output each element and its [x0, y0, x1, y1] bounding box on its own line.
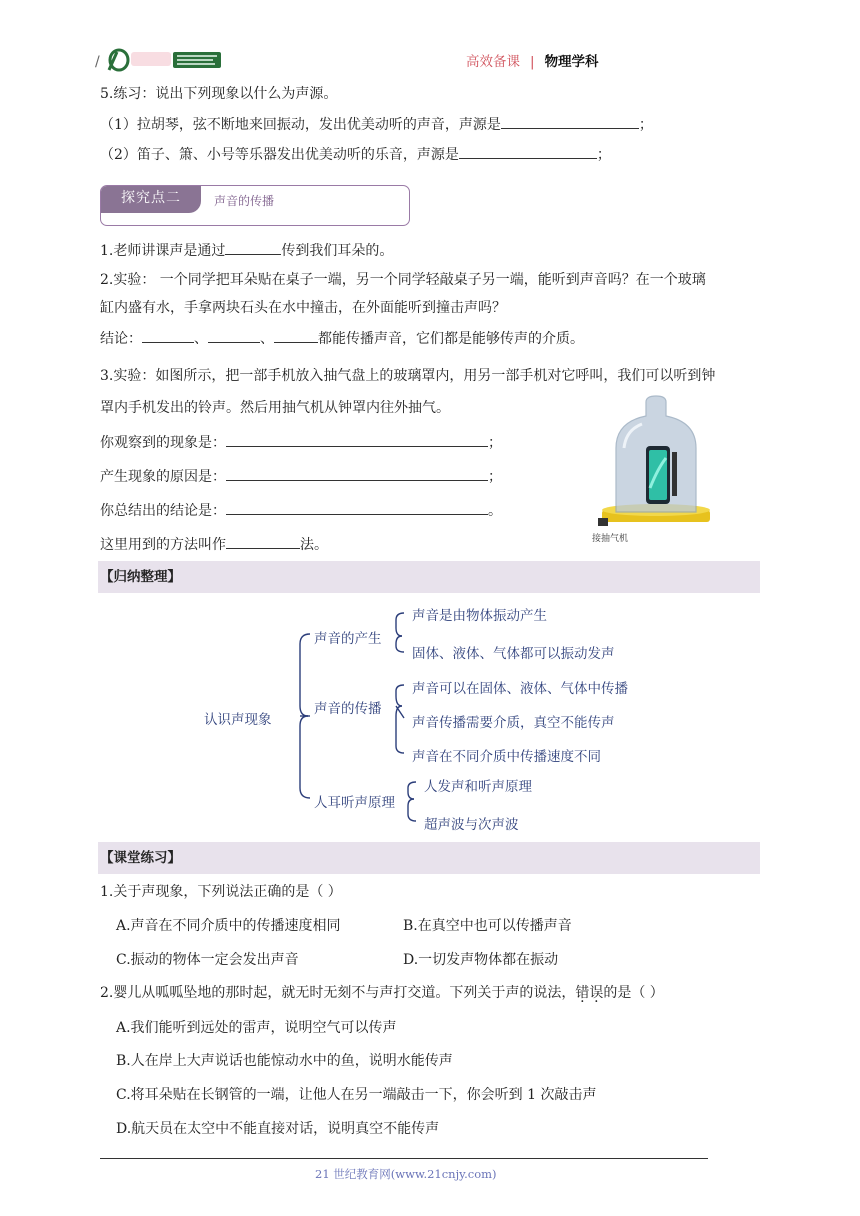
question-2-line2: 缸内盛有水，手拿两块石头在水中撞击，在外面能听到撞击声吗？: [100, 300, 506, 316]
question-2-conclusion: [100, 328, 584, 349]
punctuation: ；: [488, 469, 502, 485]
question-1: [100, 240, 393, 261]
mindmap-leaf: 声音在不同介质中传播速度不同: [412, 749, 601, 765]
mindmap-leaf: 超声波与次声波: [424, 817, 519, 833]
image-caption: 接抽气机: [592, 534, 629, 544]
option-a[interactable]: A.声音在不同介质中的传播速度相同: [116, 918, 341, 934]
svg-text:/: /: [95, 54, 100, 70]
emphasis-char: 错: [575, 985, 590, 1001]
option-d[interactable]: D.一切发声物体都在振动: [403, 952, 559, 968]
separator: 、: [260, 331, 274, 347]
option-b[interactable]: B.人在岸上大声说话也能惊动水中的鱼，说明水能传声: [116, 1053, 453, 1069]
answer-blank[interactable]: [226, 534, 300, 549]
exercise-banner: 【课堂练习】: [98, 842, 760, 874]
option-a[interactable]: A.我们能听到远处的雷声，说明空气可以传声: [116, 1020, 397, 1036]
mindmap-root: 认识声现象: [204, 712, 272, 728]
conclusion-label: 结论：: [100, 331, 142, 347]
bell-jar-image: [590, 388, 720, 546]
section-title: 声音的传播: [214, 194, 275, 208]
mindmap-leaf: 声音可以在固体、液体、气体中传播: [412, 681, 628, 697]
section-heading-box: [100, 185, 410, 226]
mindmap-leaf: 声音传播需要介质，真空不能传声: [412, 715, 615, 731]
practice5-item2-end: ；: [596, 147, 611, 163]
conclusion-text: 都能传播声音，它们都是能够传声的介质。: [318, 331, 584, 347]
reason-label: 产生现象的原因是：: [100, 469, 226, 485]
option-d[interactable]: D.航天员在太空中不能直接对话，说明真空不能传声: [116, 1121, 440, 1137]
practice5-item1-end: ；: [638, 117, 653, 133]
conclude-label: 你总结出的结论是：: [100, 503, 226, 519]
answer-blank[interactable]: [226, 466, 488, 481]
observe-label: 你观察到的现象是：: [100, 435, 226, 451]
answer-blank[interactable]: [225, 240, 281, 255]
practice5-item2: [100, 144, 611, 165]
option-b[interactable]: B.在真空中也可以传播声音: [403, 918, 572, 934]
header-left-label: 高效备课: [466, 54, 520, 70]
question-3-line2: 罩内手机发出的铃声。然后用抽气机从钟罩内往外抽气。: [100, 400, 450, 416]
emphasis-char: 误: [589, 985, 604, 1001]
answer-blank[interactable]: [226, 500, 488, 515]
header-right-label: 物理学科: [544, 54, 599, 70]
header-separator: |: [530, 54, 535, 70]
answer-blank[interactable]: [274, 328, 318, 343]
brand-logo-icon: [95, 46, 225, 72]
punctuation: 。: [488, 503, 502, 519]
exercise-q2-stem: [100, 983, 664, 1003]
question-text: 的是（ ）: [603, 985, 664, 1001]
question-text: 2.婴儿从呱呱坠地的那时起，就无时无刻不与声打交道。下列关于声的说法，: [100, 985, 576, 1001]
method-line: [100, 534, 328, 555]
summary-banner: 【归纳整理】: [98, 561, 760, 593]
footer-text: 21 世纪教育网(www.21cnjy.com): [315, 1167, 497, 1181]
reason-line: [100, 466, 502, 487]
answer-blank[interactable]: [142, 328, 194, 343]
conclude-line: [100, 500, 502, 521]
practice5-item1: [100, 114, 653, 135]
method-suffix: 法。: [300, 537, 328, 553]
mindmap-branch: 声音的产生: [314, 631, 382, 647]
practice5-title: 5.练习：说出下列现象以什么为声源。: [100, 86, 338, 102]
answer-blank[interactable]: [459, 144, 597, 159]
mindmap-leaf: 声音是由物体振动产生: [412, 608, 547, 624]
answer-blank[interactable]: [226, 432, 488, 447]
footer-divider: [100, 1158, 708, 1159]
question-text: 传到我们耳朵的。: [281, 243, 394, 259]
answer-blank[interactable]: [208, 328, 260, 343]
separator: 、: [194, 331, 208, 347]
exercise-q1-stem: 1.关于声现象，下列说法正确的是（ ）: [100, 884, 342, 900]
option-c[interactable]: C.将耳朵贴在长钢管的一端，让他人在另一端敲击一下，你会听到 1 次敲击声: [116, 1087, 597, 1103]
mindmap-leaf: 固体、液体、气体都可以振动发声: [412, 646, 615, 662]
answer-blank[interactable]: [501, 114, 639, 129]
punctuation: ；: [488, 435, 502, 451]
observe-line: [100, 432, 502, 453]
practice5-item2-text: （2）笛子、箫、小号等乐器发出优美动听的乐音，声源是: [100, 147, 459, 163]
option-c[interactable]: C.振动的物体一定会发出声音: [116, 952, 299, 968]
question-2-line1: 2.实验： 一个同学把耳朵贴在桌子一端，另一个同学轻敲桌子另一端，能听到声音吗？在一个玻璃: [100, 272, 706, 288]
section-tag: 探究点二: [101, 186, 201, 213]
question-text: 1.老师讲课声是通过: [100, 243, 226, 259]
mindmap-branch: 声音的传播: [314, 701, 382, 717]
practice5-item1-text: （1）拉胡琴，弦不断地来回振动，发出优美动听的声音，声源是: [100, 117, 501, 133]
mindmap-leaf: 人发声和听声原理: [424, 779, 532, 795]
header-subject: [466, 50, 599, 70]
question-3-line1: 3.实验：如图所示，把一部手机放入抽气盘上的玻璃罩内，用另一部手机对它呼叫，我们可以听到钟: [100, 368, 716, 384]
mindmap-branch: 人耳听声原理: [314, 795, 395, 811]
method-label: 这里用到的方法叫作: [100, 537, 226, 553]
